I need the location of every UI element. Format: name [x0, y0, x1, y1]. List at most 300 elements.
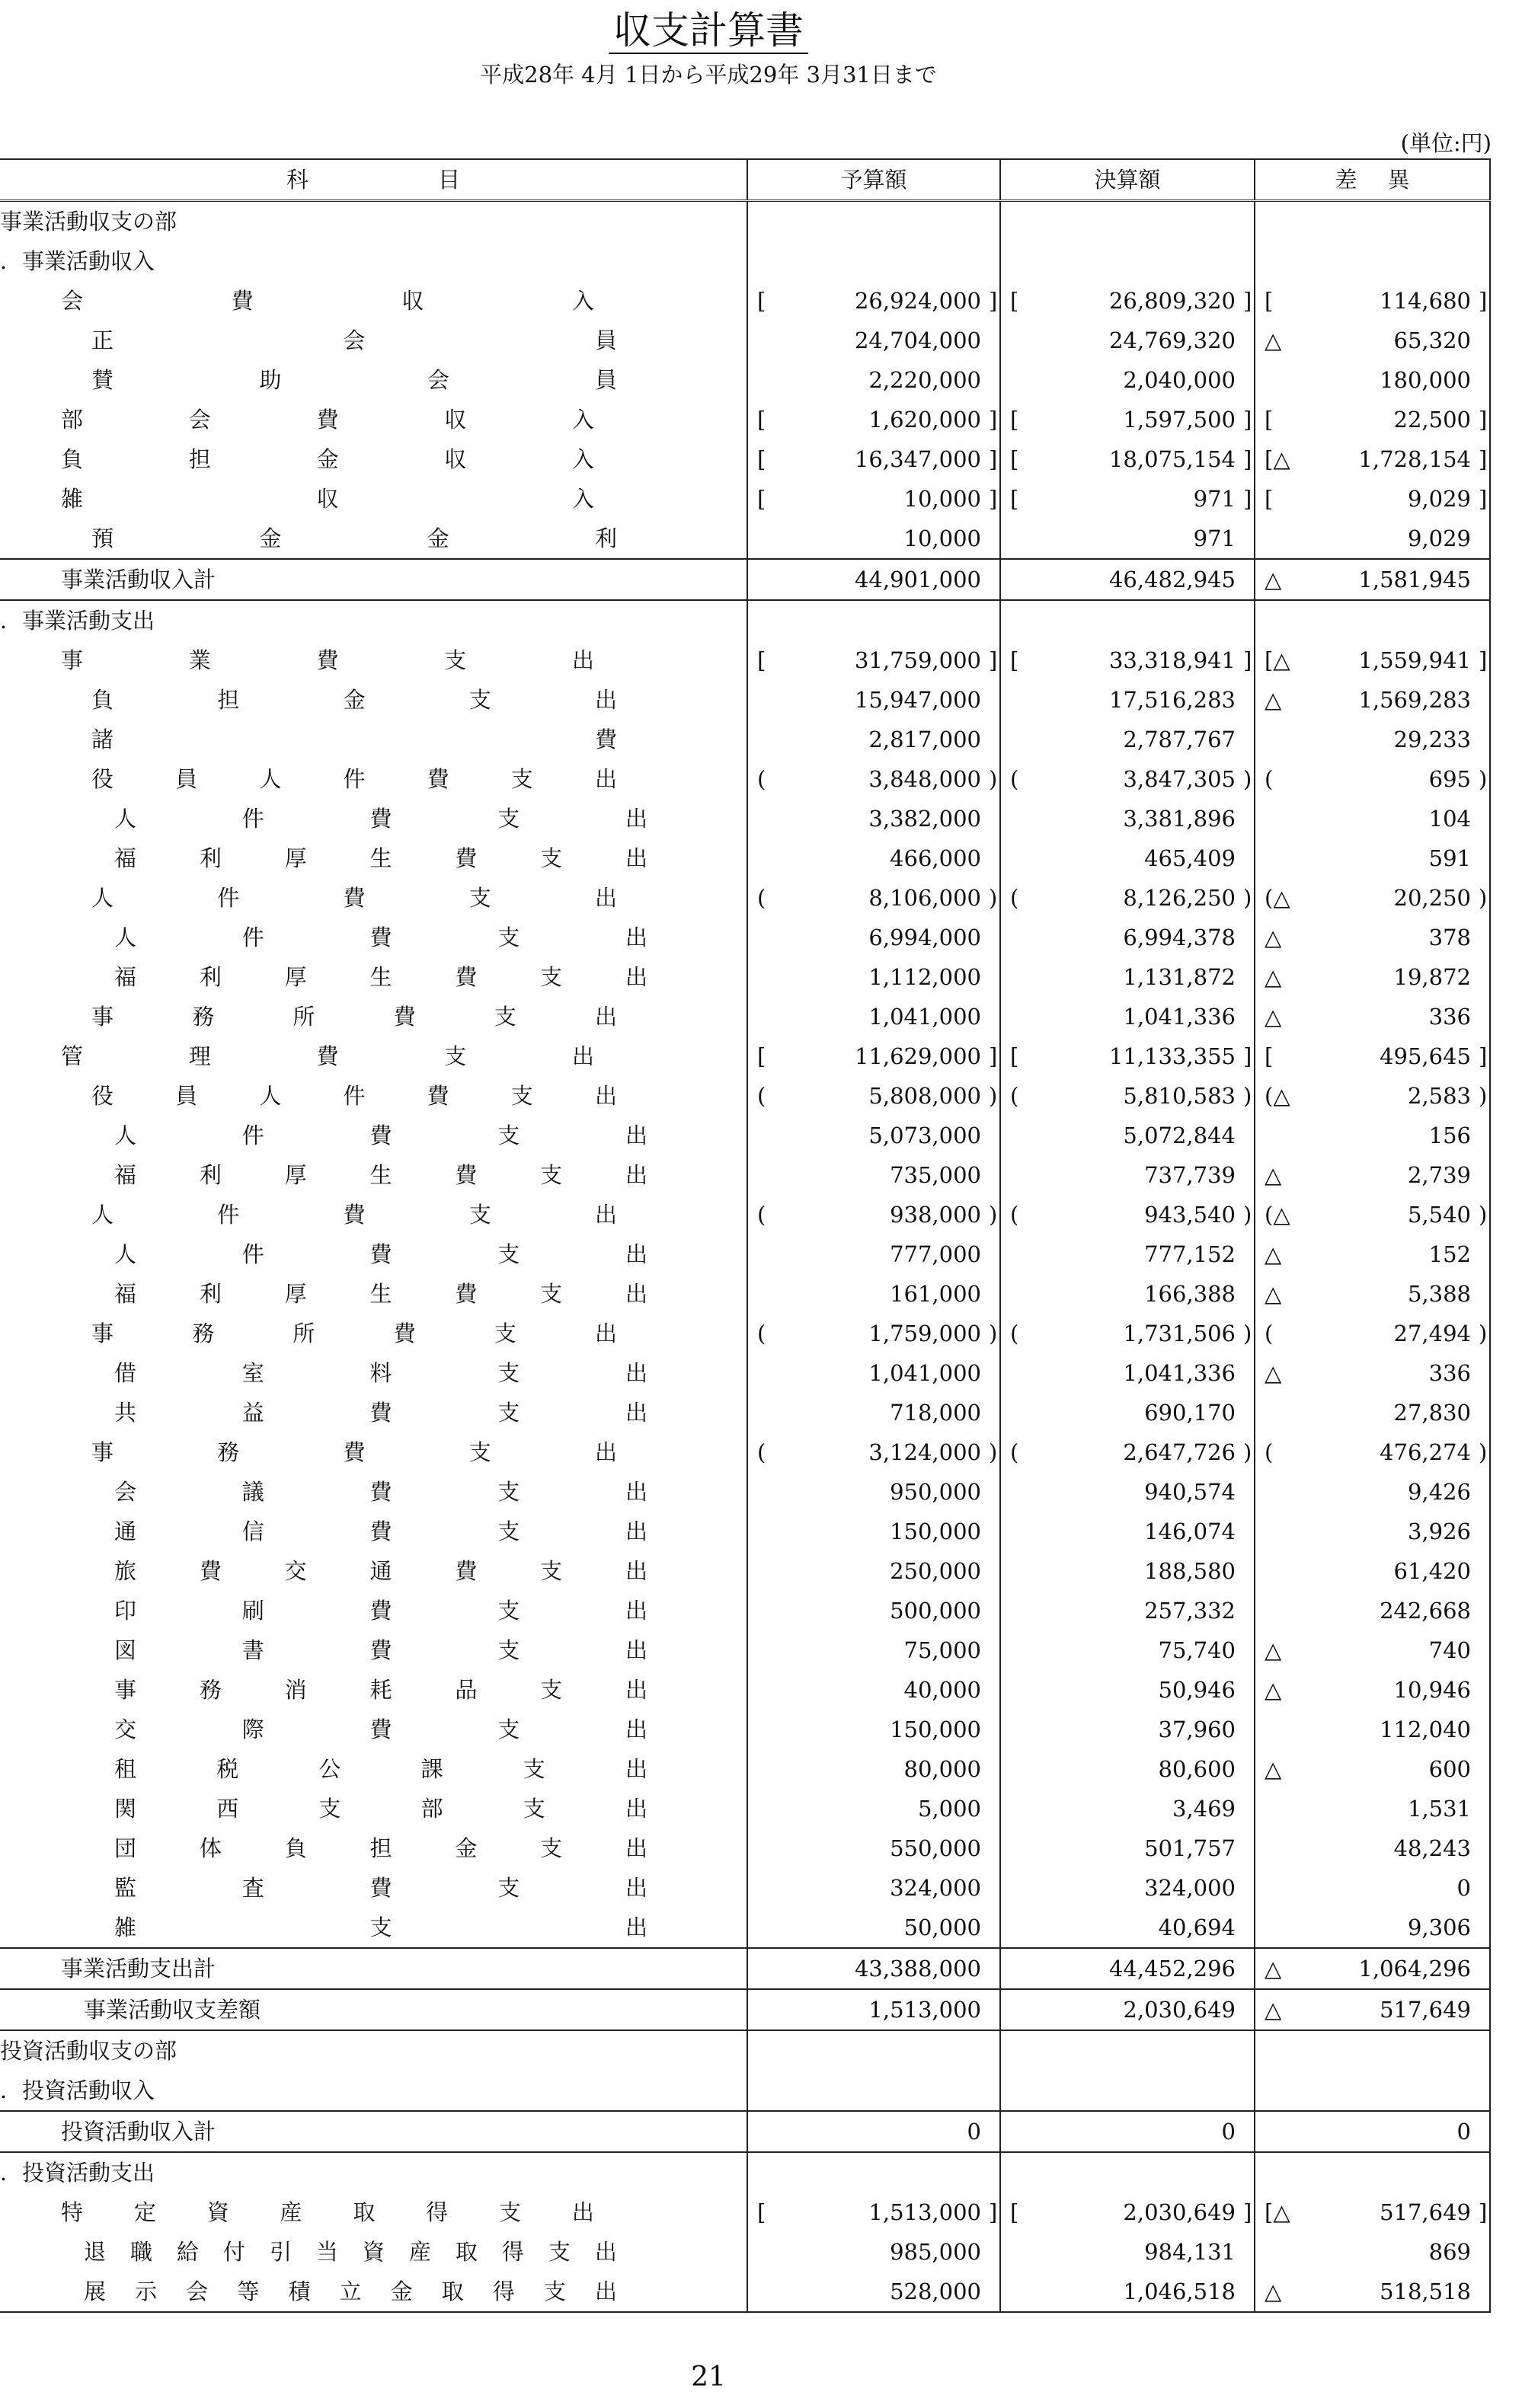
subject-char: 費 — [369, 1123, 392, 1148]
subject-char: 出 — [571, 2199, 594, 2225]
close-mark: ] — [1479, 647, 1488, 673]
amount: 65,320 — [1393, 327, 1471, 353]
budget-cell — [747, 1116, 1000, 1155]
subject-label — [91, 519, 617, 558]
subject-char: 出 — [594, 885, 617, 911]
subject-char: 出 — [625, 1241, 647, 1267]
difference-cell — [1255, 838, 1490, 878]
subject-char: 費 — [369, 1519, 392, 1544]
close-mark: ] — [1243, 486, 1252, 512]
subject-char: 事 — [91, 1004, 114, 1030]
subject-char: 金 — [343, 687, 366, 713]
difference-cell — [1255, 281, 1490, 321]
difference-cell — [1255, 2030, 1490, 2071]
open-mark: [ — [1265, 486, 1274, 512]
subject-cell — [0, 1710, 747, 1749]
subject-char: 出 — [625, 1400, 647, 1426]
subject-char: 支 — [497, 1598, 520, 1624]
subject-label — [114, 799, 647, 838]
amount: 16,347,000 — [854, 446, 981, 472]
difference-cell — [1255, 1828, 1490, 1868]
subject-char: 収 — [444, 446, 467, 472]
subject-char: 支 — [510, 1083, 533, 1109]
subject-char: 支 — [540, 1835, 563, 1861]
budget-cell — [747, 2232, 1000, 2272]
amount: 33,318,941 — [1108, 647, 1236, 673]
amount: 943,540 — [1144, 1202, 1236, 1228]
open-mark: [△ — [1265, 446, 1290, 472]
difference-cell — [1255, 2272, 1490, 2312]
table-row — [0, 321, 1490, 360]
table-row — [0, 1630, 1490, 1670]
actual-cell — [1000, 400, 1255, 439]
subject-char: 監 — [114, 1875, 137, 1901]
subject-char: 理 — [188, 1043, 211, 1069]
amount: 24,769,320 — [1108, 327, 1236, 353]
subject-label: ．投資活動収入 — [0, 2077, 155, 2103]
subject-char: 収 — [316, 486, 339, 512]
amount: 0 — [1456, 1875, 1471, 1901]
subject-char: 旅 — [114, 1558, 137, 1584]
subject-char: 雑 — [114, 1915, 137, 1940]
table-row — [0, 439, 1490, 479]
subject-char: 取 — [455, 2239, 478, 2265]
amount: 156 — [1428, 1123, 1471, 1148]
close-mark: ) — [1479, 1202, 1488, 1228]
amount: 18,075,154 — [1108, 446, 1236, 472]
actual-cell — [1000, 1195, 1255, 1234]
subject-char: 印 — [114, 1598, 137, 1624]
subject-cell — [0, 1828, 747, 1868]
subject-label — [114, 1868, 647, 1908]
difference-cell — [1255, 2111, 1490, 2152]
subject-label — [61, 439, 594, 479]
subject-char: 助 — [259, 367, 282, 393]
subject-char: 出 — [625, 1162, 647, 1188]
amount: 2,647,726 — [1123, 1439, 1236, 1465]
subject-char: 費 — [316, 647, 339, 673]
table-row — [0, 201, 1490, 242]
close-mark: ] — [989, 1043, 998, 1069]
actual-cell — [1000, 1155, 1255, 1195]
amount: 517,649 — [1380, 1997, 1471, 2023]
open-mark: ( — [1010, 885, 1019, 911]
budget-cell — [747, 957, 1000, 997]
subject-char: 出 — [594, 687, 617, 713]
subject-char: 生 — [369, 1281, 392, 1307]
amount: 695 — [1428, 766, 1471, 792]
amount: 11,133,355 — [1108, 1043, 1236, 1069]
subject-char: 所 — [293, 1004, 315, 1030]
amount: 27,494 — [1393, 1321, 1471, 1346]
subject-char: 支 — [497, 1123, 520, 1148]
subject-char: 査 — [241, 1875, 264, 1901]
subject-char: 支 — [497, 1637, 520, 1663]
subject-char: 諸 — [91, 727, 114, 752]
budget-cell — [747, 1591, 1000, 1630]
fiscal-period: 平成28年 4月 1日から平成29年 3月31日まで — [480, 62, 937, 88]
difference-cell — [1255, 1710, 1490, 1749]
amount: 1,041,000 — [868, 1360, 981, 1386]
actual-cell — [1000, 1274, 1255, 1314]
subject-char: 担 — [369, 1835, 392, 1861]
subject-char: 支 — [497, 1875, 520, 1901]
open-mark: ( — [757, 1083, 766, 1109]
amount: 1,064,296 — [1358, 1956, 1471, 1982]
budget-cell — [747, 1036, 1000, 1076]
table-row — [0, 559, 1490, 600]
amount: 0 — [1221, 2119, 1236, 2145]
table-row — [0, 759, 1490, 799]
subject-char: 産 — [408, 2239, 431, 2265]
subject-char: 出 — [571, 647, 594, 673]
table-row — [0, 1908, 1490, 1948]
difference-cell — [1255, 321, 1490, 360]
subject-char: 支 — [540, 964, 563, 990]
subject-char: 展 — [84, 2279, 107, 2304]
amount: 10,000 — [903, 525, 981, 551]
subject-char: 引 — [269, 2239, 292, 2265]
subject-label — [114, 1789, 647, 1828]
subject-char: 出 — [571, 1043, 594, 1069]
table-row — [0, 1234, 1490, 1274]
subject-label: ．事業活動収入 — [0, 248, 155, 274]
amount: 777,152 — [1144, 1241, 1236, 1267]
difference-cell — [1255, 600, 1490, 640]
amount: 75,000 — [903, 1637, 981, 1663]
subject-cell — [0, 1076, 747, 1116]
budget-cell — [747, 799, 1000, 838]
subject-char: 体 — [199, 1835, 222, 1861]
subject-char: 出 — [625, 845, 647, 871]
subject-char: 出 — [625, 1519, 647, 1544]
table-row — [0, 680, 1490, 720]
subject-char: 福 — [114, 845, 137, 871]
open-mark: ( — [1265, 1321, 1274, 1346]
subject-char: 出 — [594, 1083, 617, 1109]
amount: 971 — [1193, 486, 1236, 512]
amount: 1,041,336 — [1123, 1360, 1236, 1386]
subject-char: 員 — [175, 1083, 198, 1109]
open-mark: ( — [757, 766, 766, 792]
difference-cell — [1255, 1353, 1490, 1393]
subject-char: 出 — [625, 1756, 647, 1782]
budget-cell — [747, 997, 1000, 1036]
subject-char: 資 — [206, 2199, 229, 2225]
subject-label — [114, 1353, 647, 1393]
subject-char: 担 — [217, 687, 240, 713]
amount: 690,170 — [1144, 1400, 1236, 1426]
subject-cell — [0, 1314, 747, 1353]
subject-char: 金 — [259, 525, 282, 551]
difference-cell — [1255, 201, 1490, 242]
amount: 257,332 — [1144, 1598, 1236, 1624]
subject-char: 正 — [91, 327, 114, 353]
subject-char: 事 — [61, 647, 84, 673]
amount: 6,994,000 — [868, 925, 981, 950]
close-mark: ) — [1479, 1083, 1488, 1109]
subject-char: 費 — [316, 407, 339, 433]
amount: 40,694 — [1158, 1915, 1236, 1940]
amount: 5,810,583 — [1123, 1083, 1236, 1109]
table-row — [0, 1749, 1490, 1789]
open-mark: [ — [1010, 647, 1019, 673]
difference-cell — [1255, 439, 1490, 479]
actual-cell — [1000, 1630, 1255, 1670]
budget-cell — [747, 600, 1000, 640]
subject-char: 員 — [594, 367, 617, 393]
subject-char: 支 — [497, 925, 520, 950]
subject-char: 出 — [625, 964, 647, 990]
budget-cell — [747, 1630, 1000, 1670]
amount: 869 — [1428, 2239, 1471, 2265]
budget-cell — [747, 321, 1000, 360]
actual-cell — [1000, 2272, 1255, 2312]
budget-cell — [747, 519, 1000, 559]
amount: 75,740 — [1158, 1637, 1236, 1663]
subject-char: 取 — [441, 2279, 464, 2304]
budget-cell — [747, 759, 1000, 799]
amount: 150,000 — [890, 1717, 981, 1742]
subject-cell — [0, 878, 747, 918]
open-mark: ( — [1010, 1439, 1019, 1465]
amount: 80,600 — [1158, 1756, 1236, 1782]
subject-char: 費 — [393, 1004, 416, 1030]
actual-cell — [1000, 1353, 1255, 1393]
budget-cell — [747, 1789, 1000, 1828]
open-mark: ( — [1010, 1202, 1019, 1228]
open-mark: △ — [1265, 567, 1282, 592]
amount: 2,583 — [1407, 1083, 1471, 1109]
subject-cell — [0, 1472, 747, 1512]
budget-cell — [747, 201, 1000, 242]
subject-label — [61, 640, 594, 680]
table-row — [0, 1393, 1490, 1432]
subject-label — [114, 1670, 647, 1710]
subject-char: 料 — [369, 1360, 392, 1386]
subject-char: 書 — [241, 1637, 264, 1663]
difference-cell — [1255, 2232, 1490, 2272]
budget-cell — [747, 878, 1000, 918]
table-row — [0, 600, 1490, 640]
actual-cell — [1000, 1828, 1255, 1868]
subject-char: 支 — [369, 1915, 392, 1940]
subject-label: 事業活動収支の部 — [0, 209, 177, 235]
subject-label — [114, 1393, 647, 1432]
subject-char: 交 — [284, 1558, 307, 1584]
amount: 718,000 — [890, 1400, 981, 1426]
difference-cell — [1255, 1868, 1490, 1908]
subject-char: 西 — [216, 1796, 239, 1822]
table-row — [0, 918, 1490, 957]
table-row — [0, 2152, 1490, 2192]
subject-label — [91, 997, 617, 1036]
subject-char: 退 — [84, 2239, 107, 2265]
subject-char: 人 — [114, 806, 137, 832]
subject-char: 費 — [369, 925, 392, 950]
table-row — [0, 1353, 1490, 1393]
amount: 242,668 — [1380, 1598, 1471, 1624]
actual-cell — [1000, 281, 1255, 321]
amount: 15,947,000 — [854, 687, 981, 713]
subject-cell — [0, 2071, 747, 2111]
amount: 1,559,941 — [1358, 647, 1471, 673]
table-row — [0, 2071, 1490, 2111]
subject-char: 預 — [91, 525, 114, 551]
close-mark: ] — [1479, 288, 1488, 314]
subject-char: 立 — [339, 2279, 362, 2304]
actual-cell — [1000, 321, 1255, 360]
amount: 152 — [1428, 1241, 1471, 1267]
amount: 1,728,154 — [1358, 446, 1471, 472]
subject-char: 支 — [548, 2239, 571, 2265]
document-title: 収支計算書 — [0, 6, 1417, 55]
amount: 1,620,000 — [868, 407, 981, 433]
subject-char: 支 — [497, 1519, 520, 1544]
subject-char: 通 — [114, 1519, 137, 1544]
subject-char: 人 — [91, 885, 114, 911]
subject-char: 費 — [369, 1637, 392, 1663]
table-row — [0, 1116, 1490, 1155]
table-row — [0, 400, 1490, 439]
table-row — [0, 799, 1490, 838]
subject-char: 費 — [369, 1479, 392, 1505]
close-mark: ) — [989, 1083, 998, 1109]
subject-cell — [0, 559, 747, 600]
difference-cell — [1255, 1116, 1490, 1155]
table-row — [0, 241, 1490, 281]
amount: 3,382,000 — [868, 806, 981, 832]
subject-char: 福 — [114, 1162, 137, 1188]
subject-cell — [0, 1353, 747, 1393]
table-row — [0, 2111, 1490, 2152]
subject-char: 出 — [594, 1004, 617, 1030]
open-mark: ( — [757, 1321, 766, 1346]
subject-label — [114, 838, 647, 878]
subject-label — [91, 1314, 617, 1353]
amount: 528,000 — [890, 2279, 981, 2304]
table-row — [0, 1155, 1490, 1195]
difference-cell — [1255, 559, 1490, 600]
subject-cell — [0, 1868, 747, 1908]
amount: 950,000 — [890, 1479, 981, 1505]
subject-char: 務 — [199, 1677, 222, 1703]
subject-char: 支 — [497, 1479, 520, 1505]
budget-cell — [747, 1710, 1000, 1749]
actual-cell — [1000, 1591, 1255, 1630]
amount: 5,073,000 — [868, 1123, 981, 1148]
budget-cell — [747, 281, 1000, 321]
amount: 161,000 — [890, 1281, 981, 1307]
actual-cell — [1000, 918, 1255, 957]
amount: 1,569,283 — [1358, 687, 1471, 713]
difference-cell — [1255, 799, 1490, 838]
subject-cell — [0, 360, 747, 400]
close-mark: ) — [989, 1321, 998, 1346]
difference-cell — [1255, 400, 1490, 439]
open-mark: (△ — [1265, 1083, 1290, 1109]
close-mark: ) — [1243, 1202, 1252, 1228]
amount: 517,649 — [1380, 2199, 1471, 2225]
amount: 1,513,000 — [868, 2199, 981, 2225]
subject-char: 負 — [61, 446, 84, 472]
subject-label — [84, 2232, 617, 2272]
amount: 476,274 — [1380, 1439, 1471, 1465]
subject-char: 福 — [114, 964, 137, 990]
difference-cell — [1255, 720, 1490, 759]
difference-cell — [1255, 519, 1490, 559]
close-mark: ) — [1243, 885, 1252, 911]
open-mark: △ — [1265, 1281, 1282, 1307]
amount: 737,739 — [1144, 1162, 1236, 1188]
close-mark: ] — [1243, 288, 1252, 314]
subject-label — [114, 918, 647, 957]
actual-cell — [1000, 519, 1255, 559]
subject-char: 得 — [426, 2199, 449, 2225]
subject-char: 費 — [427, 1083, 449, 1109]
subject-char: 人 — [91, 1202, 114, 1228]
close-mark: ] — [989, 647, 998, 673]
subject-char: 金 — [390, 2279, 413, 2304]
budget-cell — [747, 360, 1000, 400]
subject-char: 費 — [455, 1281, 478, 1307]
actual-cell — [1000, 2111, 1255, 2152]
budget-cell — [747, 1353, 1000, 1393]
amount: 2,817,000 — [868, 727, 981, 752]
open-mark: [ — [1265, 288, 1274, 314]
subject-label — [91, 360, 617, 400]
subject-char: 際 — [241, 1717, 264, 1742]
subject-label: 事業活動収入計 — [61, 567, 216, 592]
subject-char: 支 — [444, 1043, 467, 1069]
actual-cell — [1000, 1116, 1255, 1155]
subject-char: 支 — [318, 1796, 341, 1822]
subject-cell — [0, 838, 747, 878]
subject-char: 支 — [540, 1162, 563, 1188]
subject-char: 出 — [625, 1123, 647, 1148]
subject-char: 費 — [427, 766, 449, 792]
budget-cell — [747, 1512, 1000, 1551]
amount: 26,809,320 — [1108, 288, 1236, 314]
close-mark: ] — [1479, 1043, 1488, 1069]
actual-cell — [1000, 2232, 1255, 2272]
difference-cell — [1255, 640, 1490, 680]
subject-char: 出 — [625, 1717, 647, 1742]
actual-cell — [1000, 1868, 1255, 1908]
subject-char: 支 — [499, 2199, 522, 2225]
difference-cell — [1255, 1234, 1490, 1274]
close-mark: ) — [1479, 1321, 1488, 1346]
amount: 5,000 — [917, 1796, 981, 1822]
subject-label — [91, 878, 617, 918]
amount: 0 — [1456, 2119, 1471, 2145]
subject-char: 費 — [455, 1162, 478, 1188]
table-row — [0, 1989, 1490, 2030]
subject-char: 費 — [343, 885, 366, 911]
amount: 11,629,000 — [854, 1043, 981, 1069]
subject-char: 利 — [199, 964, 222, 990]
difference-cell — [1255, 2152, 1490, 2192]
actual-cell — [1000, 2071, 1255, 2111]
close-mark: ] — [1479, 407, 1488, 433]
amount: 1,041,000 — [868, 1004, 981, 1030]
budget-cell — [747, 439, 1000, 479]
budget-cell — [747, 559, 1000, 600]
subject-char: 収 — [401, 288, 424, 314]
open-mark: △ — [1265, 1677, 1282, 1703]
subject-char: 利 — [199, 845, 222, 871]
subject-cell — [0, 799, 747, 838]
